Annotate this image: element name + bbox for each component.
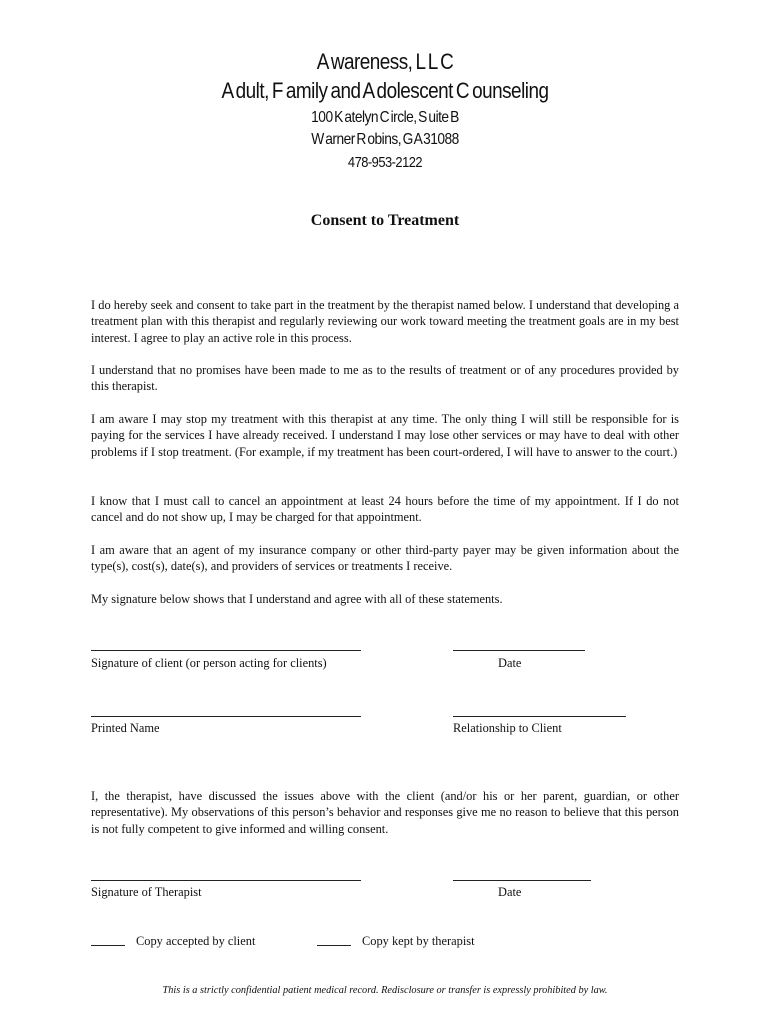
copy-kept-label: Copy kept by therapist bbox=[362, 934, 475, 948]
client-date-line[interactable] bbox=[453, 650, 585, 651]
therapist-signature-label: Signature of Therapist bbox=[91, 885, 202, 899]
org-name: A wareness, L L C bbox=[316, 49, 454, 74]
document-title: Consent to Treatment bbox=[310, 212, 460, 229]
confidentiality-notice: This is a strictly confidential patient medical record. Redisclosure or transfer is expressly prohibited by law. bbox=[162, 985, 608, 996]
address-line-1: 100 K atelyn C ircle, S uite B bbox=[311, 109, 459, 126]
phone-number: 478-953-2122 bbox=[347, 154, 423, 171]
consent-paragraph: I do hereby seek and consent to take part in the treatment by the therapist named below. I understand that developing a treatment plan with this therapist and regularly reviewing our work toward meeting the treatment goals are in my best interest. I agree to play an active role in this process. bbox=[91, 298, 679, 345]
therapist-statement: I, the therapist, have discussed the issues above with the client (and/or his or her parent, guardian, or other representative). My observations of this person’s behavior and responses give me no reason to believe that this person is not fully competent to give informed and willing consent. bbox=[91, 789, 679, 836]
therapist-signature-line[interactable] bbox=[91, 880, 361, 881]
copy-accepted-label: Copy accepted by client bbox=[136, 934, 256, 948]
printed-name-label: Printed Name bbox=[91, 721, 160, 735]
relationship-line[interactable] bbox=[453, 716, 626, 717]
address-line-2: W arner R obins, G A 31088 bbox=[311, 131, 459, 148]
consent-paragraph: I am aware I may stop my treatment with this therapist at any time. The only thing I will still be responsible for is paying for the services I have already received. I understand I may lose other services or may have to deal with other problems if I stop treatment. (For example, if my treatment has been court-ordered, I will have to answer to the court.) bbox=[91, 412, 679, 459]
client-signature-line[interactable] bbox=[91, 650, 361, 651]
consent-paragraph: My signature below shows that I understand and agree with all of these statements. bbox=[91, 592, 503, 606]
consent-paragraph: I am aware that an agent of my insurance company or other third-party payer may be given information about the type(s), cost(s), date(s), and providers of services or treatments I receive. bbox=[91, 543, 679, 574]
org-tagline: A dult, F amily and A dolescent C ounseling bbox=[221, 78, 549, 103]
therapist-date-line[interactable] bbox=[453, 880, 591, 881]
consent-paragraph: I know that I must call to cancel an appointment at least 24 hours before the time of my appointment. If I do not cancel and do not show up, I may be charged for that appointment. bbox=[91, 494, 679, 525]
client-signature-label: Signature of client (or person acting for clients) bbox=[91, 656, 327, 670]
client-date-label: Date bbox=[498, 656, 522, 670]
relationship-label: Relationship to Client bbox=[453, 721, 562, 735]
copy-kept-blank[interactable] bbox=[317, 945, 351, 946]
copy-accepted-blank[interactable] bbox=[91, 945, 125, 946]
printed-name-line[interactable] bbox=[91, 716, 361, 717]
consent-paragraph: I understand that no promises have been made to me as to the results of treatment or of any procedures provided by this therapist. bbox=[91, 363, 679, 394]
therapist-date-label: Date bbox=[498, 885, 522, 899]
